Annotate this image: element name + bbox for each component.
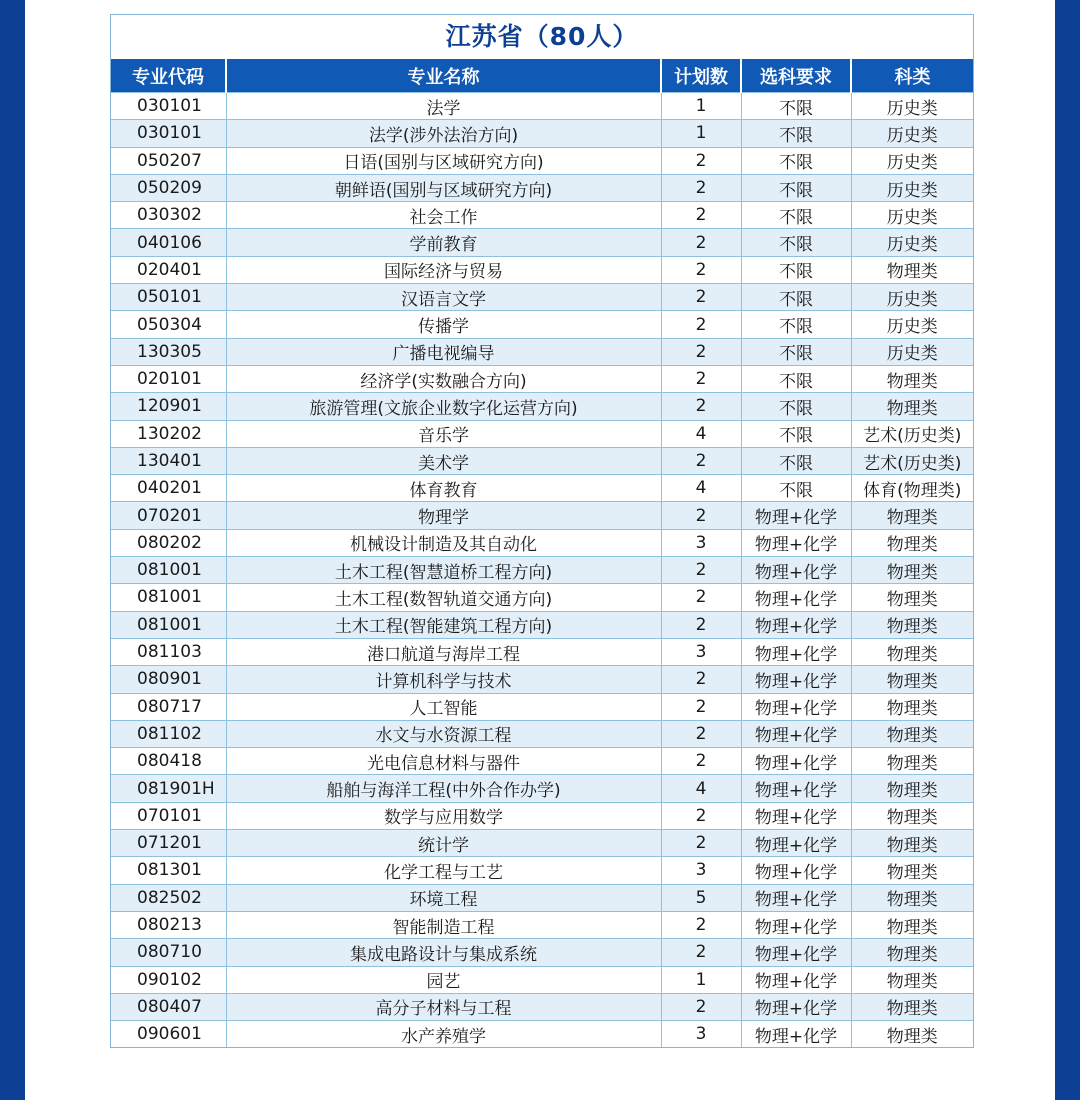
subject-requirement-cell: 物理+化学 [741,966,851,993]
major-code-cell: 040106 [111,229,226,256]
major-name-cell: 物理学 [226,502,661,529]
category-cell: 物理类 [851,584,973,611]
major-code-cell: 080901 [111,666,226,693]
table-row [111,174,973,201]
category-cell: 物理类 [851,638,973,665]
table-row [111,775,973,802]
table-row [111,529,973,556]
plan-count-cell: 2 [661,911,741,938]
major-code-cell: 050209 [111,174,226,201]
subject-requirement-cell: 物理+化学 [741,802,851,829]
category-cell: 历史类 [851,284,973,311]
major-code-cell: 070201 [111,502,226,529]
category-cell: 物理类 [851,365,973,392]
major-name-cell: 船舶与海洋工程(中外合作办学) [226,775,661,802]
major-name-cell: 计算机科学与技术 [226,666,661,693]
major-code-cell: 050207 [111,147,226,174]
subject-requirement-cell: 物理+化学 [741,830,851,857]
major-code-cell: 020101 [111,365,226,392]
major-code-cell: 081001 [111,611,226,638]
major-name-cell: 美术学 [226,447,661,474]
category-cell: 艺术(历史类) [851,447,973,474]
header-row [111,59,973,93]
plan-count-cell: 1 [661,120,741,147]
plan-count-cell: 2 [661,338,741,365]
subject-requirement-cell: 不限 [741,284,851,311]
table-row [111,475,973,502]
plan-count-cell: 2 [661,557,741,584]
subject-requirement-cell: 不限 [741,120,851,147]
major-name-cell: 土木工程(智慧道桥工程方向) [226,557,661,584]
plan-count-cell: 2 [661,147,741,174]
plan-count-cell: 5 [661,884,741,911]
table-row [111,993,973,1020]
table-row [111,120,973,147]
plan-count-cell: 2 [661,584,741,611]
subject-requirement-cell: 物理+化学 [741,638,851,665]
plan-count-cell: 2 [661,993,741,1020]
major-name-cell: 学前教育 [226,229,661,256]
plan-count-cell: 2 [661,693,741,720]
table-row [111,447,973,474]
major-name-cell: 人工智能 [226,693,661,720]
major-code-cell: 080717 [111,693,226,720]
major-code-cell: 020401 [111,256,226,283]
major-name-cell: 统计学 [226,830,661,857]
table-row [111,720,973,747]
enrollment-table [111,59,973,1047]
category-cell: 物理类 [851,830,973,857]
category-cell: 物理类 [851,748,973,775]
category-cell: 物理类 [851,557,973,584]
category-cell: 历史类 [851,338,973,365]
category-cell: 物理类 [851,802,973,829]
subject-requirement-cell: 不限 [741,338,851,365]
subject-requirement-cell: 物理+化学 [741,939,851,966]
plan-count-cell: 2 [661,284,741,311]
major-name-cell: 音乐学 [226,420,661,447]
major-name-cell: 体育教育 [226,475,661,502]
table-row [111,693,973,720]
enrollment-table-panel [110,14,974,1048]
header-plan-count: 计划数 [661,59,741,93]
major-name-cell: 港口航道与海岸工程 [226,638,661,665]
major-code-cell: 081102 [111,720,226,747]
plan-count-cell: 2 [661,174,741,201]
major-code-cell: 070101 [111,802,226,829]
major-code-cell: 030101 [111,93,226,120]
major-code-cell: 081901H [111,775,226,802]
plan-count-cell: 2 [661,830,741,857]
category-cell: 物理类 [851,857,973,884]
major-name-cell: 集成电路设计与集成系统 [226,939,661,966]
table-row [111,147,973,174]
category-cell: 物理类 [851,911,973,938]
category-cell: 物理类 [851,693,973,720]
category-cell: 物理类 [851,529,973,556]
major-name-cell: 高分子材料与工程 [226,993,661,1020]
major-code-cell: 082502 [111,884,226,911]
category-cell: 历史类 [851,147,973,174]
plan-count-cell: 3 [661,1021,741,1048]
plan-count-cell: 2 [661,365,741,392]
category-cell: 体育(物理类) [851,475,973,502]
major-code-cell: 071201 [111,830,226,857]
table-row [111,638,973,665]
major-name-cell: 旅游管理(文旅企业数字化运营方向) [226,393,661,420]
plan-count-cell: 3 [661,638,741,665]
subject-requirement-cell: 物理+化学 [741,1021,851,1048]
major-code-cell: 130401 [111,447,226,474]
subject-requirement-cell: 物理+化学 [741,720,851,747]
table-title: 江苏省（80人） [445,22,639,51]
plan-count-cell: 2 [661,666,741,693]
major-code-cell: 030101 [111,120,226,147]
table-row [111,229,973,256]
subject-requirement-cell: 物理+化学 [741,557,851,584]
table-row [111,284,973,311]
subject-requirement-cell: 不限 [741,147,851,174]
subject-requirement-cell: 不限 [741,420,851,447]
header-category: 科类 [851,59,973,93]
right-border-bar [1055,0,1080,1100]
plan-count-cell: 3 [661,857,741,884]
table-row [111,748,973,775]
table-row [111,857,973,884]
major-name-cell: 经济学(实数融合方向) [226,365,661,392]
category-cell: 历史类 [851,229,973,256]
subject-requirement-cell: 物理+化学 [741,775,851,802]
major-name-cell: 水文与水资源工程 [226,720,661,747]
table-row [111,911,973,938]
category-cell: 物理类 [851,611,973,638]
major-code-cell: 080407 [111,993,226,1020]
table-row [111,557,973,584]
category-cell: 艺术(历史类) [851,420,973,447]
category-cell: 历史类 [851,120,973,147]
subject-requirement-cell: 物理+化学 [741,529,851,556]
plan-count-cell: 2 [661,939,741,966]
major-name-cell: 朝鲜语(国别与区域研究方向) [226,174,661,201]
category-cell: 物理类 [851,720,973,747]
left-border-bar [0,0,25,1100]
table-row [111,338,973,365]
table-row [111,256,973,283]
category-cell: 物理类 [851,393,973,420]
subject-requirement-cell: 不限 [741,93,851,120]
subject-requirement-cell: 不限 [741,229,851,256]
plan-count-cell: 2 [661,447,741,474]
subject-requirement-cell: 不限 [741,256,851,283]
major-code-cell: 081301 [111,857,226,884]
table-row [111,939,973,966]
major-name-cell: 智能制造工程 [226,911,661,938]
table-row [111,802,973,829]
subject-requirement-cell: 物理+化学 [741,857,851,884]
major-code-cell: 130305 [111,338,226,365]
subject-requirement-cell: 物理+化学 [741,584,851,611]
major-code-cell: 080418 [111,748,226,775]
plan-count-cell: 2 [661,229,741,256]
major-name-cell: 机械设计制造及其自动化 [226,529,661,556]
table-row [111,502,973,529]
table-row [111,884,973,911]
subject-requirement-cell: 不限 [741,365,851,392]
header-major-name: 专业名称 [226,59,661,93]
major-code-cell: 090601 [111,1021,226,1048]
subject-requirement-cell: 物理+化学 [741,911,851,938]
major-name-cell: 化学工程与工艺 [226,857,661,884]
subject-requirement-cell: 不限 [741,447,851,474]
major-code-cell: 050101 [111,284,226,311]
table-row [111,611,973,638]
plan-count-cell: 2 [661,611,741,638]
plan-count-cell: 1 [661,966,741,993]
table-row [111,393,973,420]
plan-count-cell: 4 [661,420,741,447]
major-code-cell: 080710 [111,939,226,966]
plan-count-cell: 2 [661,802,741,829]
table-row [111,666,973,693]
plan-count-cell: 2 [661,748,741,775]
major-code-cell: 081103 [111,638,226,665]
category-cell: 物理类 [851,666,973,693]
category-cell: 物理类 [851,256,973,283]
table-row [111,202,973,229]
category-cell: 物理类 [851,502,973,529]
major-code-cell: 081001 [111,584,226,611]
plan-count-cell: 1 [661,93,741,120]
category-cell: 历史类 [851,202,973,229]
table-row [111,365,973,392]
subject-requirement-cell: 物理+化学 [741,502,851,529]
table-row [111,311,973,338]
plan-count-cell: 4 [661,475,741,502]
major-code-cell: 081001 [111,557,226,584]
subject-requirement-cell: 不限 [741,311,851,338]
plan-count-cell: 2 [661,720,741,747]
major-name-cell: 园艺 [226,966,661,993]
plan-count-cell: 3 [661,529,741,556]
major-name-cell: 水产养殖学 [226,1021,661,1048]
plan-count-cell: 2 [661,393,741,420]
major-name-cell: 传播学 [226,311,661,338]
major-code-cell: 120901 [111,393,226,420]
major-name-cell: 广播电视编导 [226,338,661,365]
category-cell: 历史类 [851,174,973,201]
major-code-cell: 050304 [111,311,226,338]
major-name-cell: 土木工程(智能建筑工程方向) [226,611,661,638]
major-code-cell: 090102 [111,966,226,993]
plan-count-cell: 2 [661,202,741,229]
category-cell: 物理类 [851,1021,973,1048]
category-cell: 物理类 [851,939,973,966]
category-cell: 历史类 [851,93,973,120]
major-code-cell: 080213 [111,911,226,938]
major-name-cell: 汉语言文学 [226,284,661,311]
table-row [111,93,973,120]
major-name-cell: 土木工程(数智轨道交通方向) [226,584,661,611]
category-cell: 历史类 [851,311,973,338]
major-name-cell: 数学与应用数学 [226,802,661,829]
category-cell: 物理类 [851,884,973,911]
plan-count-cell: 2 [661,502,741,529]
major-name-cell: 光电信息材料与器件 [226,748,661,775]
subject-requirement-cell: 不限 [741,475,851,502]
category-cell: 物理类 [851,966,973,993]
header-major-code: 专业代码 [111,59,226,93]
major-code-cell: 030302 [111,202,226,229]
major-name-cell: 国际经济与贸易 [226,256,661,283]
header-subject-requirement: 选科要求 [741,59,851,93]
subject-requirement-cell: 不限 [741,202,851,229]
subject-requirement-cell: 物理+化学 [741,884,851,911]
table-row [111,830,973,857]
major-name-cell: 社会工作 [226,202,661,229]
plan-count-cell: 2 [661,256,741,283]
subject-requirement-cell: 物理+化学 [741,693,851,720]
plan-count-cell: 2 [661,311,741,338]
table-row [111,1021,973,1048]
subject-requirement-cell: 物理+化学 [741,611,851,638]
category-cell: 物理类 [851,775,973,802]
subject-requirement-cell: 物理+化学 [741,748,851,775]
major-name-cell: 日语(国别与区域研究方向) [226,147,661,174]
plan-count-cell: 4 [661,775,741,802]
major-name-cell: 法学(涉外法治方向) [226,120,661,147]
table-row [111,584,973,611]
major-code-cell: 040201 [111,475,226,502]
table-row [111,420,973,447]
major-code-cell: 130202 [111,420,226,447]
major-name-cell: 法学 [226,93,661,120]
table-body [111,93,973,1048]
table-row [111,966,973,993]
subject-requirement-cell: 物理+化学 [741,666,851,693]
subject-requirement-cell: 不限 [741,174,851,201]
major-name-cell: 环境工程 [226,884,661,911]
category-cell: 物理类 [851,993,973,1020]
subject-requirement-cell: 物理+化学 [741,993,851,1020]
major-code-cell: 080202 [111,529,226,556]
subject-requirement-cell: 不限 [741,393,851,420]
